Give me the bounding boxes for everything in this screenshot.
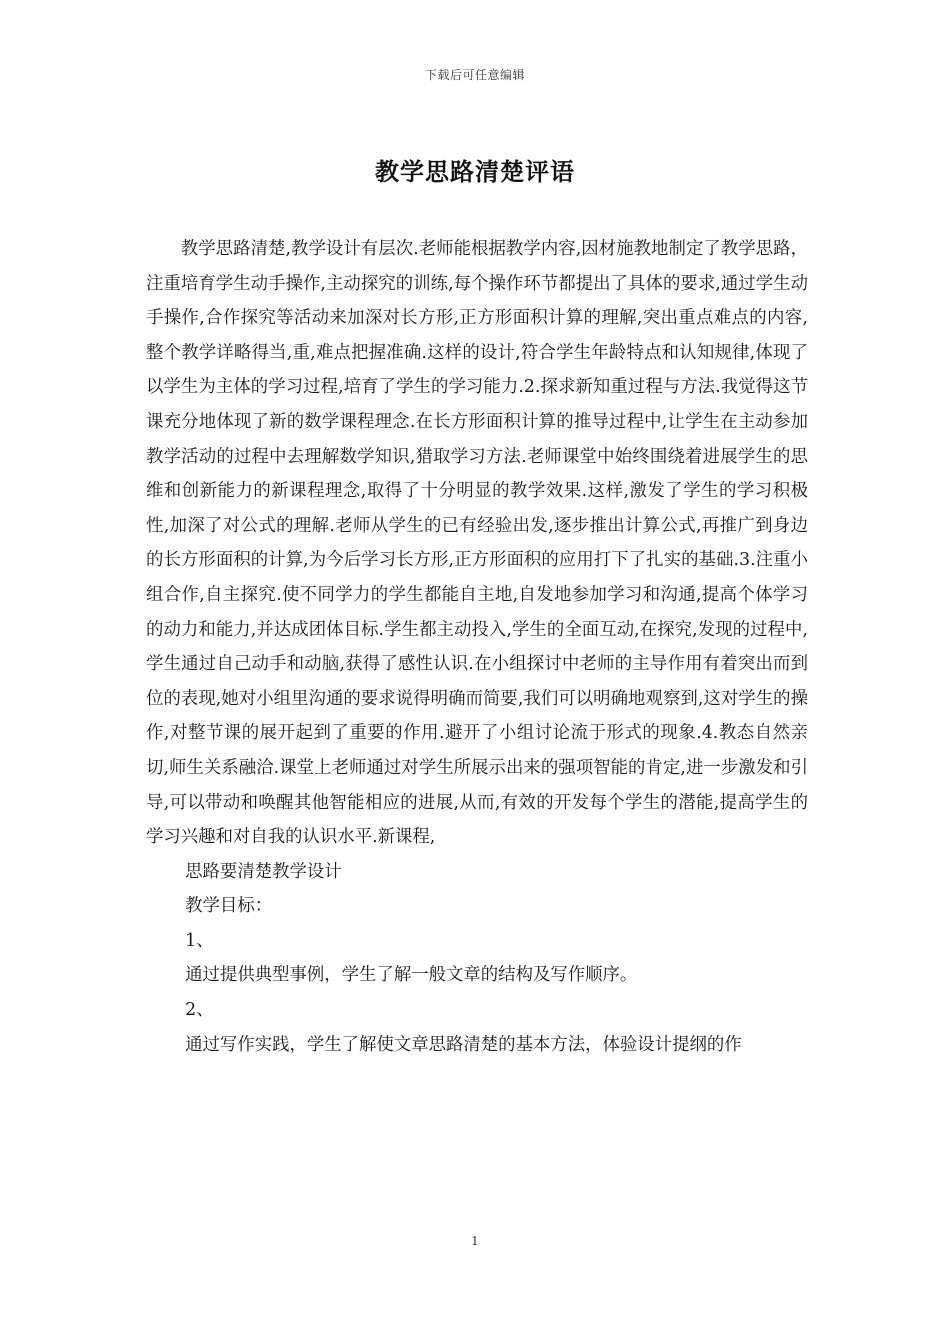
objective-text: 通过写作实践，学生了解使文章思路清楚的基本方法，体验设计提纲的作 (185, 1034, 742, 1055)
section-heading: 思路要清楚教学设计 (185, 861, 342, 882)
document-body (146, 232, 808, 1062)
objective-number: 1、 (185, 930, 214, 951)
main-paragraph: 教学思路清楚,教学设计有层次.老师能根据教学内容,因材施教地制定了教学思路，注重培育学生动手操作,主动探究的训练,每个操作环节都提出了具体的要求,通过学生动手操作,合作探究等活动来加深对长方形,正方形面积计算的理解,突出重点难点的内容,整个教学详略得当,重,难点把握准确.这样的设计,符合学生年龄特点和认知规律,体现了以学生为主体的学习过程,培育了学生的学习能力.2.探求新知重过程与方法.我觉得这节课充分地体现了新的数学课程理念.在长方形面积计算的推导过程中,让学生在主动参加教学活动的过程中去理解数学知识,猎取学习方法.老师课堂中始终围绕着进展学生的思维和创新能力的新课程理念,取得了十分明显的教学效果.这样,激发了学生的学习积极性,加深了对公式的理解.老师从学生的已有经验出发,逐步推出计算公式,再推广到身边的长方形面积的计算,为今后学习长方形,正方形面积的应用打下了扎实的基础.3.注重小组合作,自主探究.使不同学力的学生都能自主地,自发地参加学习和沟通,提高个体学习的动力和能力,并达成团体目标.学生都主动投入,学生的全面互动,在探究,发现的过程中,学生通过自己动手和动脑,获得了感性认识.在小组探讨中老师的主导作用有着突出而到位的表现,她对小组里沟通的要求说得明确而简要,我们可以明确地观察到,这对学生的操作,对整节课的展开起到了重要的作用.避开了小组讨论流于形式的现象.4.教态自然亲切,师生关系融洽.课堂上老师通过对学生所展示出来的强项智能的肯定,进一步激发和引导,可以带动和唤醒其他智能相应的进展,从而,有效的开发每个学生的潜能,提高学生的学习兴趣和对自我的认识水平.新课程, (146, 239, 808, 848)
page-number: 1 (471, 1234, 479, 1248)
header-note: 下载后可任意编辑 (424, 68, 525, 82)
objectives-label: 教学目标： (185, 896, 273, 917)
objective-number: 2、 (185, 1000, 214, 1021)
document-title: 教学思路清楚评语 (375, 157, 575, 186)
objective-text: 通过提供典型事例，学生了解一般文章的结构及写作顺序。 (185, 965, 638, 986)
